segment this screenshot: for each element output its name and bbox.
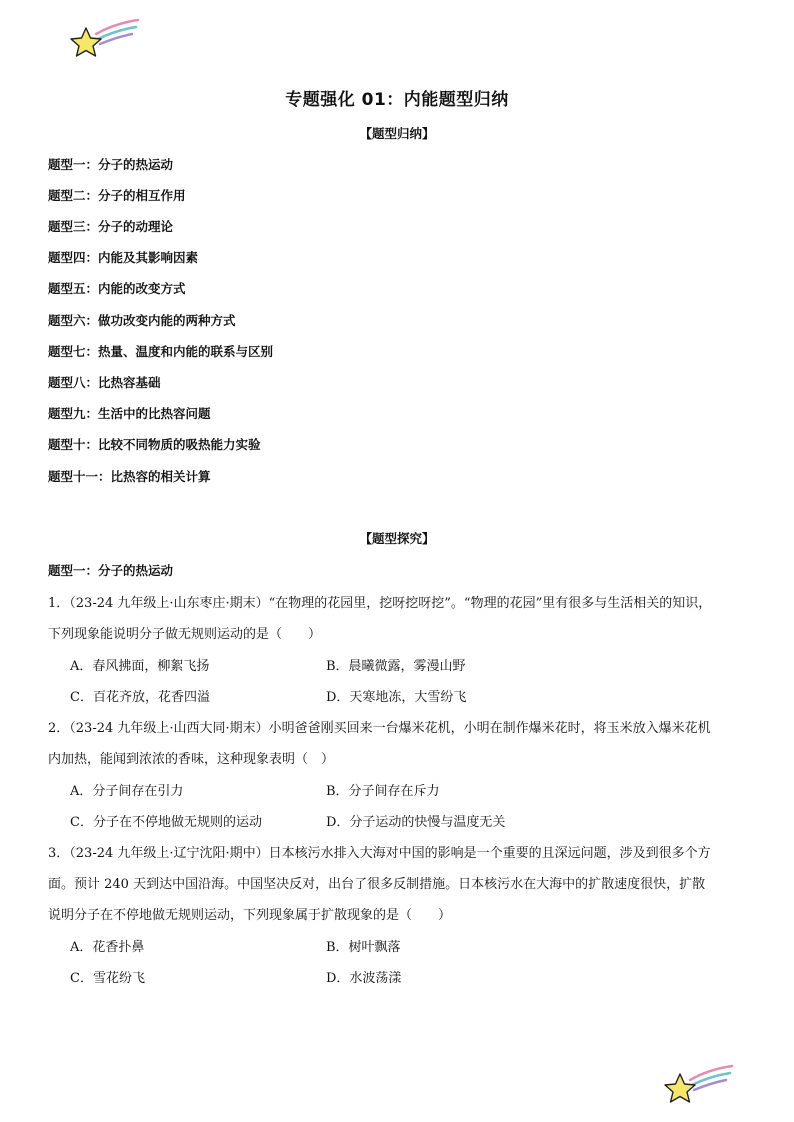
question-2-option-a: A．分子间存在引力 — [70, 784, 184, 799]
question-3-option-a: A．花香扑鼻 — [70, 940, 145, 955]
question-1-option-c: C．百花齐放，花香四溢 — [70, 690, 210, 705]
type-list-item: 题型九：生活中的比热容问题 — [48, 406, 211, 421]
question-2-option-b: B．分子间存在斥力 — [326, 784, 440, 799]
question-1-text: 1．（23-24 九年级上·山东枣庄·期末）“在物理的花园里，挖呀挖呀挖”。“物理的花园”里有很多与生活相关的知识， — [48, 596, 712, 611]
type-list-item: 题型一：分子的热运动 — [48, 157, 174, 172]
question-3-option-b: B．树叶飘落 — [326, 940, 401, 955]
type-list-item: 题型十：比较不同物质的吸热能力实验 — [48, 437, 261, 452]
explore-subheading: 题型一：分子的热运动 — [48, 563, 174, 578]
question-3-option-c: C．雪花纷飞 — [70, 971, 145, 986]
question-3-text: 面。预计 240 天到达中国沿海。中国坚决反对，出台了很多反制措施。日本核污水在大海中的扩散速度很快，扩散 — [48, 877, 706, 892]
question-2-option-c: C．分子在不停地做无规则的运动 — [70, 815, 262, 830]
question-3-option-d: D．水波荡漾 — [326, 971, 402, 986]
question-1-option-a: A．春风拂面，柳絮飞扬 — [70, 659, 210, 674]
question-2-text: 2．（23-24 九年级上·山西大同·期末）小明爸爸刚买回来一台爆米花机，小明在制作爆米花时，将玉米放入爆米花机 — [48, 721, 711, 736]
type-list-item: 题型三：分子的动理论 — [48, 219, 174, 234]
question-1-option-d: D．天寒地冻，大雪纷飞 — [326, 690, 467, 705]
shooting-star-icon — [66, 14, 142, 60]
question-2-text: 内加热，能闻到浓浓的香味，这种现象表明（ ） — [48, 752, 335, 767]
type-list-item: 题型八：比热容基础 — [48, 375, 161, 390]
explore-heading: 【题型探究】 — [359, 531, 435, 546]
type-list-item: 题型五：内能的改变方式 — [48, 281, 186, 296]
shooting-star-icon — [660, 1060, 736, 1106]
summary-heading: 【题型归纳】 — [359, 126, 435, 141]
question-1-option-b: B．晨曦微露，雾漫山野 — [326, 659, 466, 674]
type-list-item: 题型七：热量、温度和内能的联系与区别 — [48, 344, 274, 359]
type-list-item: 题型四：内能及其影响因素 — [48, 250, 199, 265]
type-list-item: 题型十一：比热容的相关计算 — [48, 469, 211, 484]
type-list-item: 题型二：分子的相互作用 — [48, 188, 186, 203]
question-3-text: 3．（23-24 九年级上·辽宁沈阳·期中）日本核污水排入大海对中国的影响是一个重要的且深远问题，涉及到很多个方 — [48, 846, 711, 861]
question-3-text: 说明分子在不停地做无规则运动，下列现象属于扩散现象的是（ ） — [48, 908, 452, 923]
type-list-item: 题型六：做功改变内能的两种方式 — [48, 313, 236, 328]
page-title: 专题强化 01：内能题型归纳 — [285, 90, 509, 110]
question-1-text: 下列现象能说明分子做无规则运动的是（ ） — [48, 627, 322, 642]
question-2-option-d: D．分子运动的快慢与温度无关 — [326, 815, 506, 830]
